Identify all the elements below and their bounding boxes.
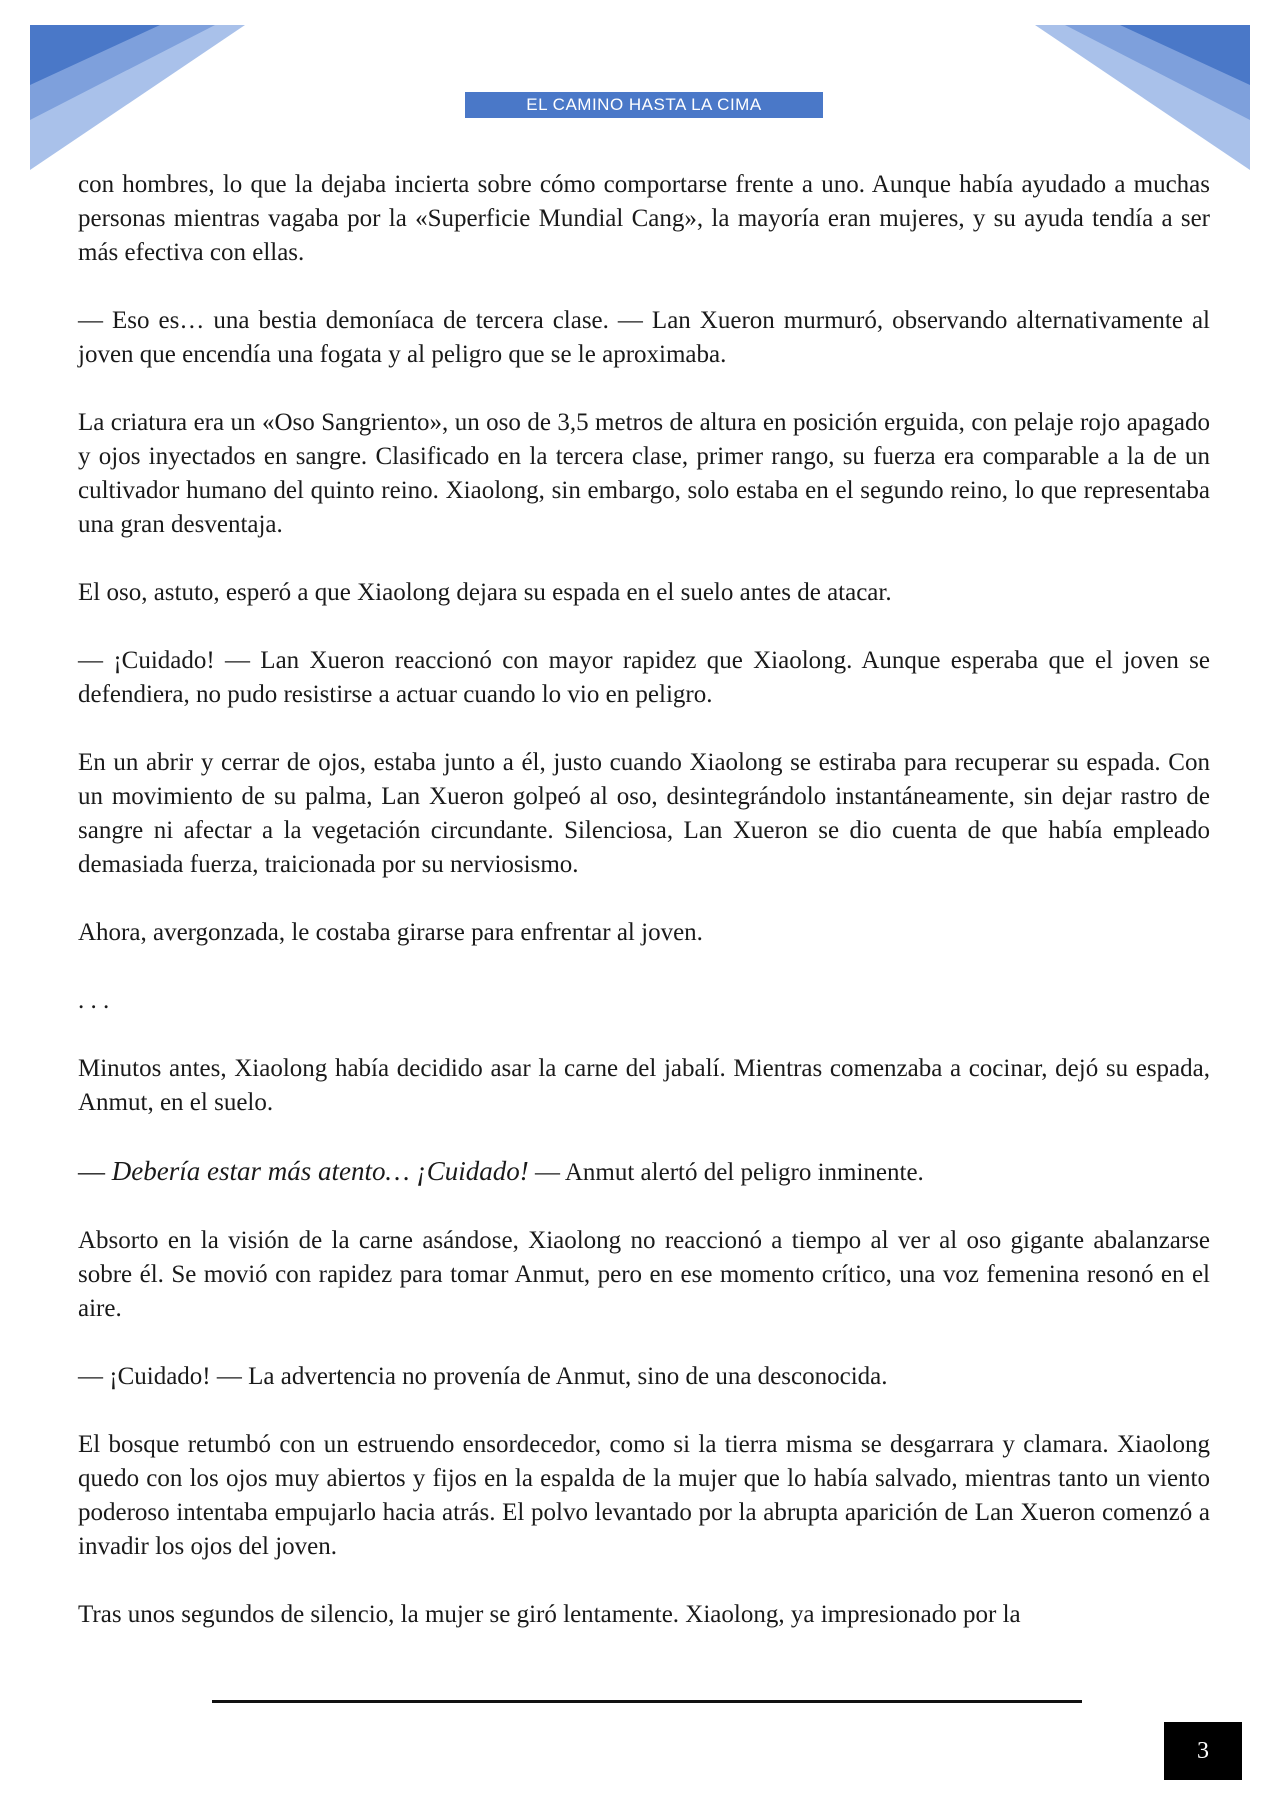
running-header: EL CAMINO HASTA LA CIMA <box>465 92 823 118</box>
body-text <box>78 168 1210 1632</box>
thought-paragraph <box>78 1154 1210 1190</box>
paragraph: Minutos antes, Xiaolong había decidido asar la carne del jabalí. Mientras comenzaba a cocinar, dejó su espada, Anmut, en el suelo. <box>78 1055 1210 1116</box>
paragraph: — ¡Cuidado! — Lan Xueron reaccionó con mayor rapidez que Xiaolong. Aunque esperaba que el joven se defendiera, no pudo resistirse a actuar cuando lo vio en peligro. <box>78 647 1210 708</box>
sword-thought: Debería estar más atento… ¡Cuidado! <box>111 1156 529 1186</box>
paragraph: El bosque retumbó con un estruendo ensordecedor, como si la tierra misma se desgarrara y clamara. Xiaolong quedo con los ojos muy abiertos y fijos en la espalda de la mujer que lo había salvado, mientras tanto un viento poderoso intentaba empujarlo hacia atrás. El polvo levantado por la abrupta aparición de Lan Xueron comenzó a invadir los ojos del joven. <box>78 1431 1210 1560</box>
scene-break: . . . <box>78 987 110 1014</box>
footer-rule <box>212 1700 1082 1703</box>
paragraph: con hombres, lo que la dejaba incierta sobre cómo comportarse frente a uno. Aunque había ayudado a muchas personas mientras vagaba por la «Superficie Mundial Cang», la mayoría eran mujeres, y su ayuda tendía a ser más efectiva con ellas. <box>78 171 1210 266</box>
corner-decoration-left <box>0 0 260 180</box>
paragraph: El oso, astuto, esperó a que Xiaolong dejara su espada en el suelo antes de atacar. <box>78 579 892 606</box>
page-number: 3 <box>1164 1722 1242 1780</box>
paragraph: La criatura era un «Oso Sangriento», un oso de 3,5 metros de altura en posición erguida, con pelaje rojo apagado y ojos inyectados en sangre. Clasificado en la tercera clase, primer rango, su fuerza era comparable a la de un cultivador humano del quinto reino. Xiaolong, sin embargo, solo estaba en el segundo reino, lo que representaba una gran desventaja. <box>78 409 1210 538</box>
corner-decoration-right <box>1020 0 1280 180</box>
paragraph: Ahora, avergonzada, le costaba girarse para enfrentar al joven. <box>78 919 703 946</box>
paragraph: — ¡Cuidado! — La advertencia no provenía de Anmut, sino de una desconocida. <box>78 1363 888 1390</box>
dialogue-rest: — Anmut alertó del peligro inminente. <box>528 1159 924 1186</box>
paragraph: — Eso es… una bestia demoníaca de tercera clase. — Lan Xueron murmuró, observando alternativamente al joven que encendía una fogata y al peligro que se le aproximaba. <box>78 307 1210 368</box>
dialogue-dash: — <box>78 1156 112 1186</box>
paragraph: Absorto en la visión de la carne asándose, Xiaolong no reaccionó a tiempo al ver al oso gigante abalanzarse sobre él. Se movió con rapidez para tomar Anmut, pero en ese momento crítico, una voz femenina resonó en el aire. <box>78 1227 1210 1322</box>
paragraph: En un abrir y cerrar de ojos, estaba junto a él, justo cuando Xiaolong se estiraba para recuperar su espada. Con un movimiento de su palma, Lan Xueron golpeó al oso, desintegrándolo instantáneamente, sin dejar rastro de sangre ni afectar a la vegetación circundante. Silenciosa, Lan Xueron se dio cuenta de que había empleado demasiada fuerza, traicionada por su nerviosismo. <box>78 749 1210 878</box>
paragraph: Tras unos segundos de silencio, la mujer se giró lentamente. Xiaolong, ya impresionado por la <box>78 1601 1021 1628</box>
